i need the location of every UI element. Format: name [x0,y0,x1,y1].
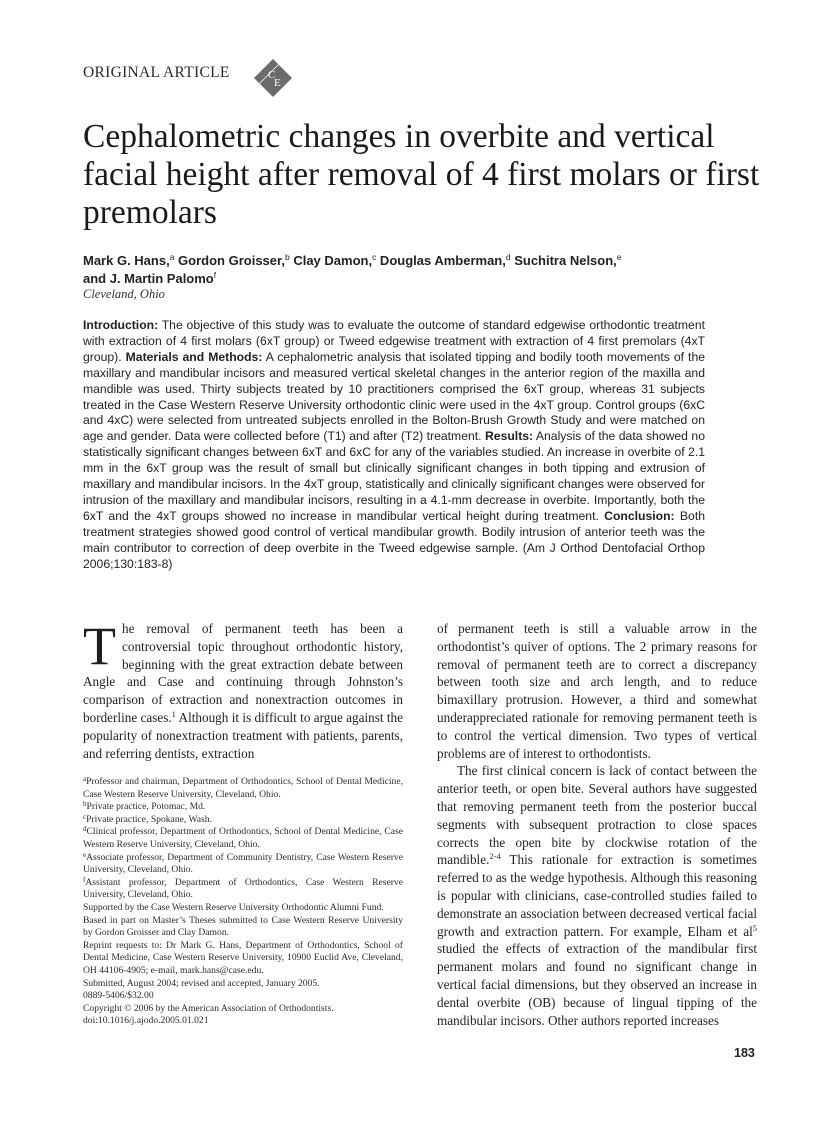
section-label: ORIGINAL ARTICLE [83,64,230,81]
abstract-conclusion-text: Both treatment strategies showed good control of vertical mandibular growth. Bodily intrusion of anterior teeth was the main contributor to correction of deep overbite in the Tweed edgewise sample. (Am J Orthod Dentofacial Orthop 2006;130:183-8) [83,508,705,571]
author-affiliation-mark: f [213,270,217,280]
page-number: 183 [734,1046,755,1060]
footnote-mark: d [83,825,87,834]
author-name: Clay Damon, [289,253,373,268]
author-affiliation-mark: d [505,252,511,262]
logo-letter-e: E [274,77,281,89]
footnote-issn: 0889-5406/$32.00 [83,990,154,1002]
abstract-conclusion-label: Conclusion: [604,508,675,523]
body-text: studied the effects of extraction of the mandibular first permanent molars and found no significant change in vertical facial dimensions, but they observed an increase in dental overbite (OB) because of lingual tipping of the mandibular incisors. Other authors reported increases [437,941,757,1028]
abstract [83,318,705,573]
abstract-intro-label: Introduction: [83,318,159,332]
body-text: This rationale for extraction is sometimes referred to as the wedge hypothesis. Although this reasoning is popular with clinicians, case-controlled studies failed to demonstrate an association between decreased vertical facial growth and extraction pattern. For example, Elham et al [437,852,758,939]
footnote-mark: c [83,812,87,821]
author-name: Mark G. Hans, [83,253,170,268]
body-paragraph [437,762,757,1029]
article-title: Cephalometric changes in overbite and vertical facial height after removal of 4 first molars or first premolars [83,118,760,231]
author-name: Gordon Groisser, [174,253,285,268]
author-affiliation-mark: a [169,252,175,262]
footnote-text: Assistant professor, Department of Orthodontics, Case Western Reserve University, Cleveland, Ohio. [83,876,403,901]
author-name: and J. Martin Palomo [83,271,214,286]
author-name: Douglas Amberman, [376,253,506,268]
footnote-doi: doi:10.1016/j.ajodo.2005.01.021 [83,1015,209,1027]
body-column-left [83,616,403,762]
abstract-results-text: Analysis of the data showed no statistically significant changes between 6xT and 6xC for any of the variables studied. An increase in overbite of 2.1 mm in the 6xT group was the result of small but clinically significant changes in both tipping and extrusion of maxillary and mandibular incisors. In the 4xT group, statistically and clinically significant changes were observed for intrusion of the maxillary and mandibular incisors, resulting in a 4.1-mm decrease in overbite. Importantly, both the 6xT and the 4xT groups showed no increase in mandibular vertical height during treatment. [83,429,705,523]
author-affiliation-mark: b [284,252,290,262]
ce-logo-icon [253,58,293,98]
footnote-reprint: Reprint requests to: Dr Mark G. Hans, Department of Orthodontics, School of Dental Medicine, Case Western Reserve University, 10900 Euclid Ave, Cleveland, OH 44106-4905; e-mail, mark.hans@case.edu. [83,939,403,976]
author-list [83,252,763,288]
footnote-funding: Supported by the Case Western Reserve University Orthodontic Alumni Fund. [83,901,384,913]
author-name: Suchitra Nelson, [510,253,617,268]
footnote-thesis: Based in part on Master’s Theses submitted to Case Western Reserve University by Gordon Groisser and Clay Damon. [83,914,403,939]
abstract-intro-text: The objective of this study was to evaluate the outcome of standard edgewise orthodontic treatment with extraction of 4 first molars (6xT group) or Tweed edgewise treatment with extraction of 4 first premolars (4xT group). [83,318,705,364]
footnote-text: Private practice, Potomac, Md. [86,801,206,813]
body-text: he removal of permanent teeth has been a controversial topic throughout orthodontic history, beginning with the great extraction debate between Angle and Case and continuing through Johnston’s comparison of extraction and nonextraction outcomes in borderline cases. [83,621,403,725]
footnote [83,826,403,851]
footnote-mark: f [83,875,86,884]
footnote [83,852,403,877]
author-affiliation-mark: c [372,252,377,262]
body-column-right [437,620,757,1029]
author-location: Cleveland, Ohio [83,287,165,301]
footnote-copyright: Copyright © 2006 by the American Association of Orthodontists. [83,1002,334,1014]
footnote-text: Private practice, Spokane, Wash. [86,813,212,825]
footnote-text: Professor and chairman, Department of Orthodontics, School of Dental Medicine, Case Western Reserve University, Cleveland, Ohio. [83,776,403,800]
drop-cap: T [83,616,116,676]
body-paragraph [83,616,403,762]
abstract-results-label: Results: [485,429,534,444]
abstract-methods-label: Materials and Methods: [125,349,263,364]
footnote [83,801,403,814]
footnote [83,814,403,827]
footnote-mark: e [83,850,87,859]
body-paragraph: of permanent teeth is still a valuable arrow in the orthodontist’s quiver of options. The 2 primary reasons for removal of permanent teeth are to correct a discrepancy between tooth size and arch length, and to reduce bimaxillary protrusion. However, a third and somewhat underappreciated rationale for removing permanent teeth is to control the vertical dimension. Two types of vertical problems are of interest to orthodontists. [437,621,757,761]
footnote-text: Clinical professor, Department of Orthodontics, School of Dental Medicine, Case Western Reserve University, Cleveland, Ohio. [83,826,403,850]
footnote-text: Associate professor, Department of Community Dentistry, Case Western Reserve University, Cleveland, Ohio. [83,851,403,876]
body-text: The first clinical concern is lack of contact between the anterior teeth, or open bite. Several authors have suggested that removing permanent teeth from the posterior buccal segments with subsequent protraction to close spaces corrects the open bite by clockwise rotation of the mandible. [437,763,757,868]
author-affiliation-mark: e [616,252,622,262]
footnote [83,776,403,801]
citation-ref: 1 [171,708,176,719]
body-text: Although it is difficult to argue against the popularity of nonextraction treatment with patients, parents, and referring dentists, extraction [83,709,403,761]
footnote-dates: Submitted, August 2004; revised and accepted, January 2005. [83,977,320,989]
logo-letter-c: C [268,69,276,81]
footnotes [83,776,403,1028]
footnote [83,877,403,902]
footnote-mark: a [83,775,87,783]
citation-ref: 2-4 [489,851,501,862]
citation-ref: 5 [752,922,757,933]
abstract-methods-text: A cephalometric analysis that isolated tipping and bodily tooth movements of the maxillary and mandibular incisors and measured vertical skeletal changes in the anterior region of the maxilla and mandible was used. Thirty subjects treated by 10 practitioners comprised the 6xT group, whereas 31 subjects treated in the Case Western Reserve University orthodontic clinic were used in the 4xT group. Control groups (6xC and 4xC) were selected from untreated subjects enrolled in the Bolton-Brush Growth Study and were matched on age and gender. Data were collected before (T1) and after (T2) treatment. [83,349,705,444]
footnote-mark: b [83,800,87,809]
